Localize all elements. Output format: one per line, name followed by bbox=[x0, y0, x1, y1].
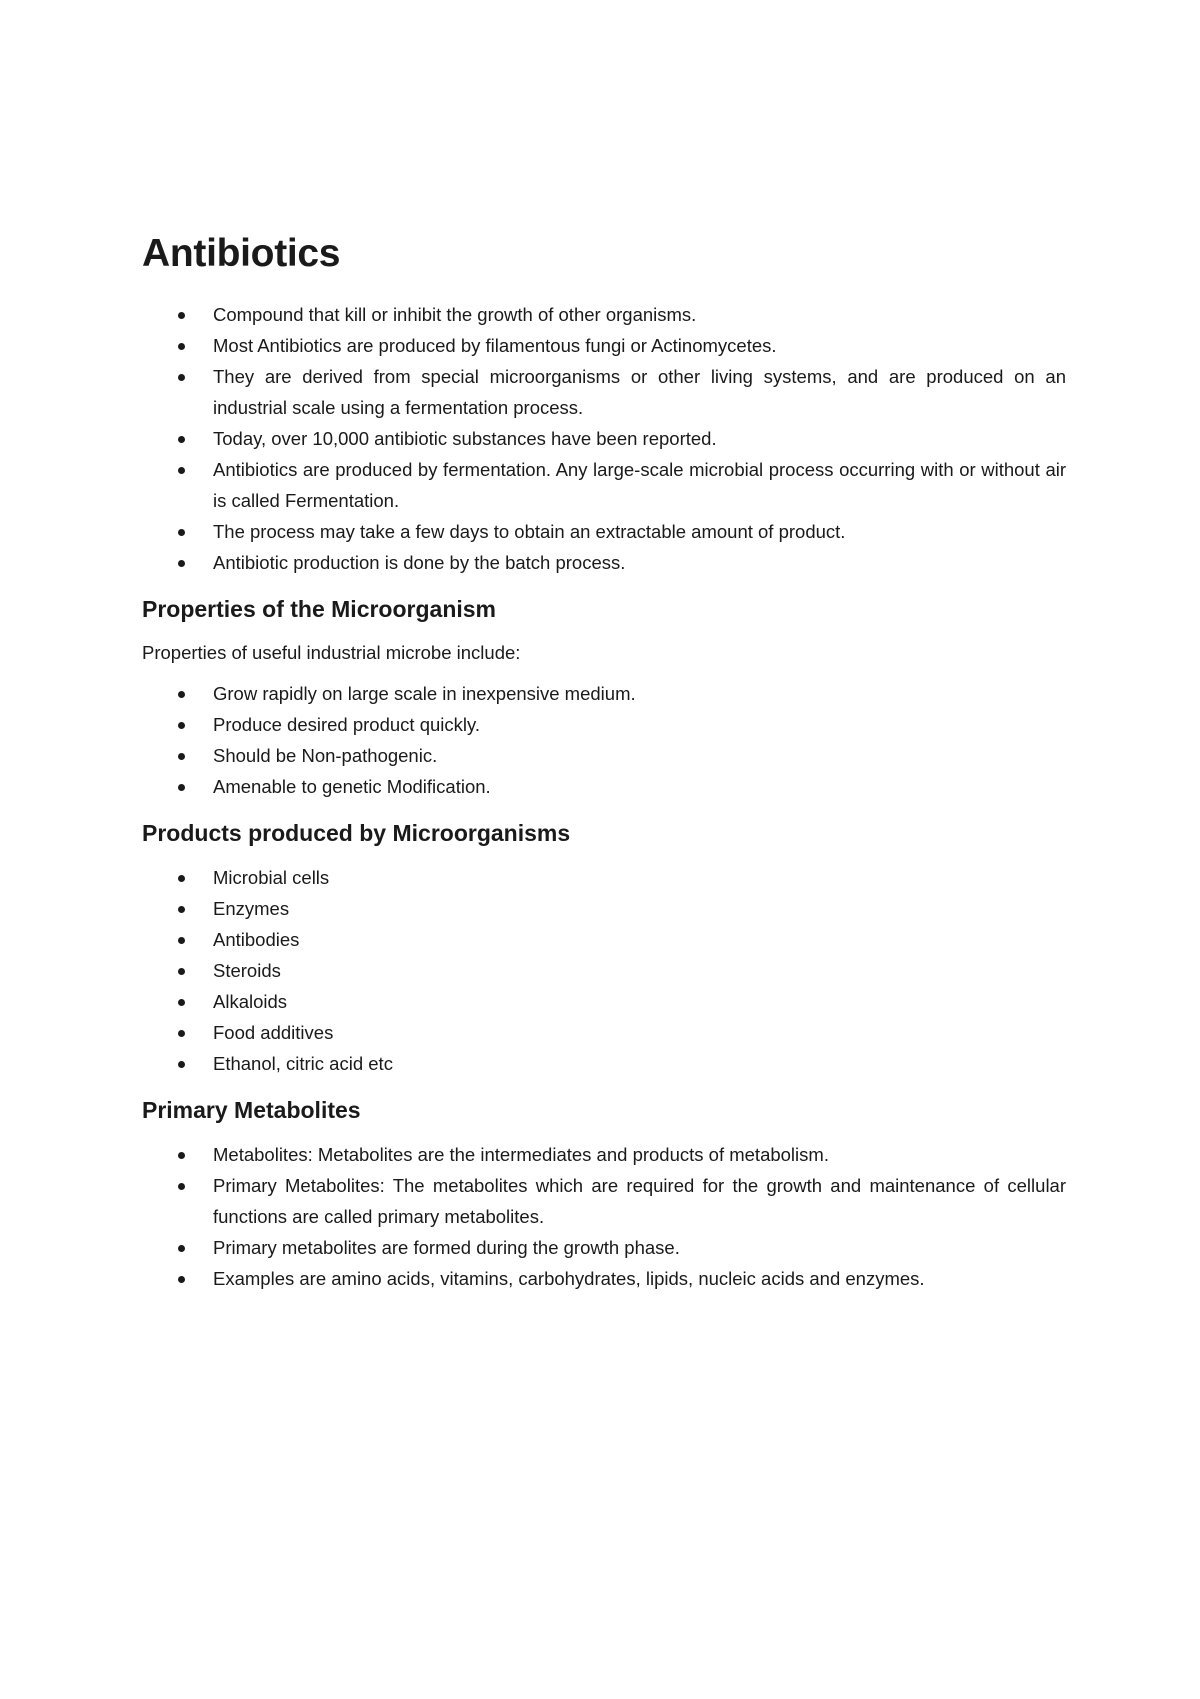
primary-metabolites-list bbox=[142, 1139, 1066, 1294]
list-item-text: Compound that kill or inhibit the growth of other organisms. bbox=[213, 303, 697, 325]
bullet-icon bbox=[178, 784, 185, 791]
antibiotics-list bbox=[142, 299, 1066, 578]
list-item-text: Antibiotic production is done by the batch process. bbox=[213, 551, 626, 573]
list-item bbox=[142, 516, 1066, 547]
bullet-icon bbox=[178, 1061, 185, 1068]
list-item-text: Metabolites: Metabolites are the intermediates and products of metabolism. bbox=[213, 1143, 829, 1165]
list-item bbox=[142, 1232, 1066, 1263]
bullet-icon bbox=[178, 753, 185, 760]
list-item bbox=[142, 955, 1066, 986]
list-item bbox=[142, 454, 1066, 516]
list-item bbox=[142, 361, 1066, 423]
list-item bbox=[142, 740, 1066, 771]
bullet-icon bbox=[178, 875, 185, 882]
list-item bbox=[142, 986, 1066, 1017]
list-item-text: Alkaloids bbox=[213, 991, 288, 1013]
bullet-icon bbox=[178, 436, 185, 443]
list-item bbox=[142, 771, 1066, 802]
bullet-icon bbox=[178, 312, 185, 319]
products-list bbox=[142, 862, 1066, 1079]
list-item-text: Primary metabolites are formed during the growth phase. bbox=[213, 1236, 680, 1258]
bullet-icon bbox=[178, 691, 185, 698]
bullet-icon bbox=[178, 374, 185, 381]
list-item bbox=[142, 893, 1066, 924]
list-item-text: Grow rapidly on large scale in inexpensive medium. bbox=[213, 683, 636, 705]
bullet-icon bbox=[178, 1183, 185, 1190]
list-item-text: They are derived from special microorganisms or other living systems, and are produced on an industrial scale using a fermentation process. bbox=[213, 365, 1066, 418]
bullet-icon bbox=[178, 343, 185, 350]
list-item-text: Antibiotics are produced by fermentation. Any large-scale microbial process occurring with or without air is called Fermentation. bbox=[213, 458, 1066, 511]
list-item-text: Produce desired product quickly. bbox=[213, 714, 481, 736]
list-item-text: Food additives bbox=[213, 1022, 334, 1044]
bullet-icon bbox=[178, 906, 185, 913]
list-item-text: Primary Metabolites: The metabolites which are required for the growth and maintenance of cellular functions are called primary metabolites. bbox=[213, 1174, 1066, 1227]
section-heading-primary-metabolites: Primary Metabolites bbox=[142, 1097, 361, 1124]
list-item-text: Enzymes bbox=[213, 898, 290, 920]
list-item-text: Steroids bbox=[213, 960, 281, 982]
list-item-text: Amenable to genetic Modification. bbox=[213, 776, 491, 798]
list-item-text: Examples are amino acids, vitamins, carbohydrates, lipids, nucleic acids and enzymes. bbox=[213, 1267, 925, 1289]
list-item bbox=[142, 1263, 1066, 1294]
list-item bbox=[142, 924, 1066, 955]
section-heading-properties: Properties of the Microorganism bbox=[142, 595, 497, 622]
list-item bbox=[142, 678, 1066, 709]
properties-intro: Properties of useful industrial microbe include: bbox=[142, 642, 521, 664]
list-item-text: Ethanol, citric acid etc bbox=[213, 1053, 393, 1075]
list-item bbox=[142, 709, 1066, 740]
list-item-text: Should be Non-pathogenic. bbox=[213, 745, 438, 767]
bullet-icon bbox=[178, 1152, 185, 1159]
page-title: Antibiotics bbox=[142, 232, 341, 275]
list-item-text: Microbial cells bbox=[213, 867, 330, 889]
bullet-icon bbox=[178, 968, 185, 975]
list-item bbox=[142, 1017, 1066, 1048]
list-item-text: The process may take a few days to obtain an extractable amount of product. bbox=[213, 520, 846, 542]
section-heading-products: Products produced by Microorganisms bbox=[142, 820, 571, 847]
list-item bbox=[142, 862, 1066, 893]
list-item-text: Today, over 10,000 antibiotic substances have been reported. bbox=[213, 427, 717, 449]
bullet-icon bbox=[178, 1245, 185, 1252]
list-item bbox=[142, 547, 1066, 578]
bullet-icon bbox=[178, 722, 185, 729]
bullet-icon bbox=[178, 529, 185, 536]
properties-list bbox=[142, 678, 1066, 802]
list-item bbox=[142, 330, 1066, 361]
list-item bbox=[142, 1048, 1066, 1079]
list-item bbox=[142, 299, 1066, 330]
list-item-text: Antibodies bbox=[213, 929, 300, 951]
bullet-icon bbox=[178, 999, 185, 1006]
bullet-icon bbox=[178, 560, 185, 567]
document-page bbox=[142, 232, 1066, 1294]
bullet-icon bbox=[178, 937, 185, 944]
bullet-icon bbox=[178, 1276, 185, 1283]
list-item bbox=[142, 1170, 1066, 1232]
bullet-icon bbox=[178, 467, 185, 474]
bullet-icon bbox=[178, 1030, 185, 1037]
list-item bbox=[142, 423, 1066, 454]
list-item bbox=[142, 1139, 1066, 1170]
list-item-text: Most Antibiotics are produced by filamentous fungi or Actinomycetes. bbox=[213, 334, 777, 356]
